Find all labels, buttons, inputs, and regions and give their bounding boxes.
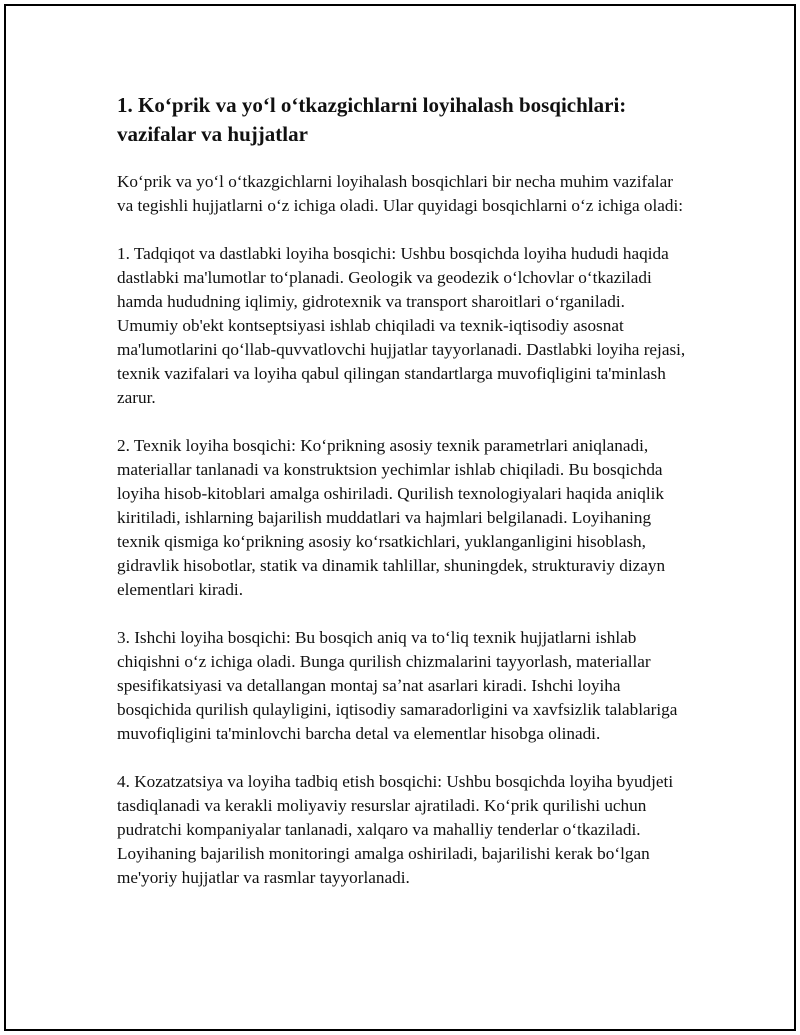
document-body [117, 91, 687, 914]
stage-3-paragraph: 3. Ishchi loyiha bosqichi: Bu bosqich aniq va toʻliq texnik hujjatlarni ishlab chiqishni oʻz ichiga oladi. Bunga qurilish chizmalarini tayyorlash, materiallar spesifikatsiyasi va detallangan montaj saʼnat asarlari kiradi. Ishchi loyiha bosqichida qurilish qulayligini, iqtisodiy samaradorligini va xavfsizlik talablariga muvofiqligini ta'minlovchi barcha detal va elementlar hisobga olinadi. [117, 628, 678, 743]
section-title: 1. Koʻprik va yoʻl oʻtkazgichlarni loyihalash bosqichlari: vazifalar va hujjatlar [117, 93, 627, 146]
stage-2-paragraph: 2. Texnik loyiha bosqichi: Koʻprikning asosiy texnik parametrlari aniqlanadi, materiallar tanlanadi va konstruktsion yechimlar ishlab chiqiladi. Bu bosqichda loyiha hisob-kitoblari amalga oshiriladi. Qurilish texnologiyalari haqida aniqlik kiritiladi, ishlarning bajarilish muddatlari va hajmlari belgilanadi. Loyihaning texnik qismiga koʻprikning asosiy koʻrsatkichlari, yuklanganligini hisoblash, gidravlik hisobotlar, statik va dinamik tahlillar, shuningdek, strukturaviy dizayn elementlari kiradi. [117, 436, 666, 599]
stage-4-paragraph: 4. Kozatzatsiya va loyiha tadbiq etish bosqichi: Ushbu bosqichda loyiha byudjeti tasdiqlanadi va kerakli moliyaviy resurslar ajratiladi. Koʻprik qurilishi uchun pudratchi kompaniyalar tanlanadi, xalqaro va mahalliy tenderlar oʻtkaziladi. Loyihaning bajarilish monitoringi amalga oshiriladi, bajarilishi kerak boʻlgan me'yoriy hujjatlar va rasmlar tayyorlanadi. [117, 772, 674, 887]
stage-1-paragraph: 1. Tadqiqot va dastlabki loyiha bosqichi: Ushbu bosqichda loyiha hududi haqida dastlabki ma'lumotlar toʻplanadi. Geologik va geodezik oʻlchovlar oʻtkaziladi hamda hududning iqlimiy, gidrotexnik va transport sharoitlari oʻrganiladi. Umumiy ob'ekt kontseptsiyasi ishlab chiqiladi va texnik-iqtisodiy asosnat ma'lumotlarini qoʻllab-quvvatlovchi hujjatlar tayyorlanadi. Dastlabki loyiha rejasi, texnik vazifalari va loyiha qabul qilingan standartlarga muvofiqligini ta'minlash zarur. [117, 244, 686, 407]
intro-paragraph: Koʻprik va yoʻl oʻtkazgichlarni loyihalash bosqichlari bir necha muhim vazifalar va tegishli hujjatlarni oʻz ichiga oladi. Ular quyidagi bosqichlarni oʻz ichiga oladi: [117, 172, 684, 215]
